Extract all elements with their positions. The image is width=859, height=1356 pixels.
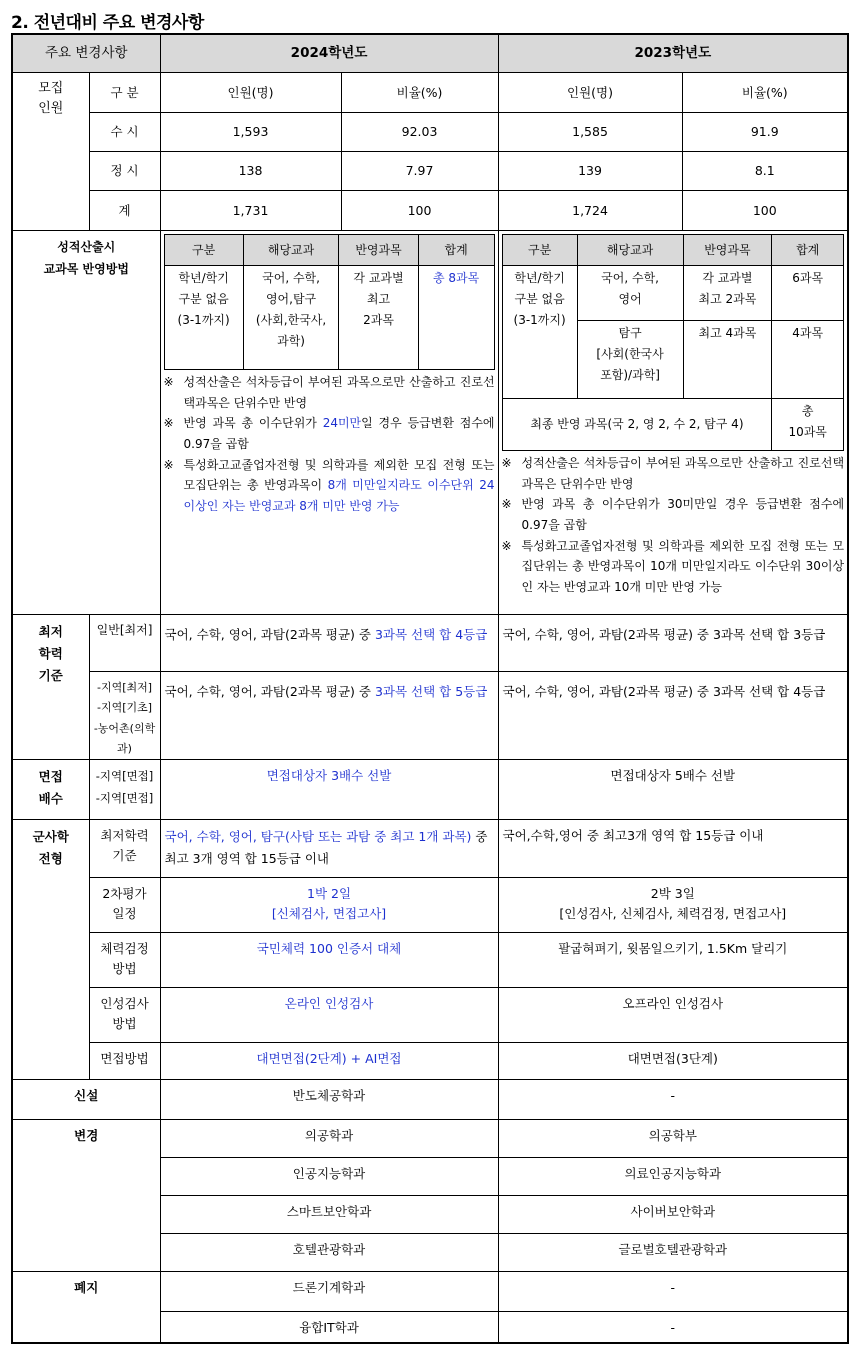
sub-refl-2023-b: 최고 4과목: [683, 321, 772, 399]
sub-head-div: 구분: [164, 235, 243, 266]
sub-head-subj: 해당교과: [243, 235, 339, 266]
military-sub: 2차평가 일정: [89, 878, 160, 933]
recruit-div: 정 시: [89, 152, 160, 191]
military-personality-2023: 오프라인 인성검사: [498, 988, 848, 1043]
sub-final-label-2023: 최종 반영 과목(국 2, 영 2, 수 2, 탐구 4): [502, 399, 772, 451]
grade-calc-2024: [160, 231, 498, 615]
changed-2024: 스마트보안학과: [160, 1196, 498, 1234]
min-std-label: 최저 학력 기준: [12, 615, 89, 760]
header-2024: 2024학년도: [160, 34, 498, 73]
changes-table: [11, 33, 849, 1344]
recruit-ratio-2024: 100: [341, 191, 498, 231]
sub-subj-2024: 국어, 수학, 영어,탐구 (사회,한국사, 과학): [243, 266, 339, 370]
sub-div-2024: 학년/학기 구분 없음 (3-1까지): [164, 266, 243, 370]
min-std-general-2023: 국어, 수학, 영어, 과탐(2과목 평균) 중 3과목 선택 합 3등급: [498, 615, 848, 672]
military-sub: 최저학력 기준: [89, 820, 160, 878]
recruit-head-count-2023: 인원(명): [498, 73, 682, 113]
note-item: ※ 성적산출은 석차등급이 부여된 과목으로만 산출하고 진로선택과목은 단위수만 반영: [163, 375, 495, 410]
interview-sub: -지역[면접] -지역[면접]: [89, 760, 160, 820]
recruit-count-2023: 139: [498, 152, 682, 191]
note-item: ※ 성적산출은 석차등급이 부여된 과목으로만 산출하고 진로선택과목은 단위수만 반영: [501, 456, 845, 491]
recruit-div: 계: [89, 191, 160, 231]
military-label: 군사학 전형: [12, 820, 89, 1080]
recruit-count-2023: 1,724: [498, 191, 682, 231]
abolished-2023: -: [498, 1272, 848, 1312]
sub-total-2024: 총 8과목: [418, 266, 494, 370]
min-std-sub-general: 일반[최저]: [89, 615, 160, 672]
sub-div-2023: 학년/학기 구분 없음 (3-1까지): [502, 266, 577, 399]
changed-2023: 의료인공지능학과: [498, 1158, 848, 1196]
recruit-head-ratio-2024: 비율(%): [341, 73, 498, 113]
sub-head-subj: 해당교과: [577, 235, 683, 266]
recruit-count-2024: 1,731: [160, 191, 341, 231]
notes-2023: [502, 451, 845, 597]
abolished-2024: 융합IT학과: [160, 1312, 498, 1343]
sub-subj-2023-b: 탐구 [사회(한국사 포함)/과학]: [577, 321, 683, 399]
changed-2024: 의공학과: [160, 1120, 498, 1158]
header-main: 주요 변경사항: [12, 34, 160, 73]
sub-subj-2023-a: 국어, 수학, 영어: [577, 266, 683, 321]
sub-refl-2023-a: 각 교과별 최고 2과목: [683, 266, 772, 321]
military-interview-2023: 대면면접(3단계): [498, 1043, 848, 1080]
page-title: 2. 전년대비 주요 변경사항: [11, 13, 204, 33]
abolished-2023: -: [498, 1312, 848, 1343]
recruit-head-count-2024: 인원(명): [160, 73, 341, 113]
military-sub: 면접방법: [89, 1043, 160, 1080]
grade-calc-2024-subtable: [164, 234, 495, 370]
note-item: ※ 특성화고교졸업자전형 및 의학과를 제외한 모집 전형 또는 모집단위는 총 반영과목이 10개 미만일지라도 이수단위 30이상인 자는 반영교과 10개 미만 반영 가능: [501, 538, 845, 594]
changed-2023: 글로벌호텔관광학과: [498, 1234, 848, 1272]
sub-head-total: 합계: [418, 235, 494, 266]
recruit-label: 모집 인원: [12, 73, 89, 231]
military-sub: 체력검정 방법: [89, 933, 160, 988]
military-interview-2024: 대면면접(2단계) + AI면접: [160, 1043, 498, 1080]
min-std-regional-2024: 국어, 수학, 영어, 과탐(2과목 평균) 중 3과목 선택 합 5등급: [160, 672, 498, 760]
military-schedule-2024: 1박 2일 [신체검사, 면접고사]: [160, 878, 498, 933]
sub-head-total: 합계: [772, 235, 844, 266]
new-dept-label: 신설: [12, 1080, 160, 1120]
note-item: ※ 반영 과목 총 이수단위가 24미만일 경우 등급변환 점수에 0.97을 곱함: [163, 416, 495, 451]
min-std-general-2024: 국어, 수학, 영어, 과탐(2과목 평균) 중 3과목 선택 합 4등급: [160, 615, 498, 672]
sub-head-div: 구분: [502, 235, 577, 266]
recruit-ratio-2023: 8.1: [682, 152, 848, 191]
changed-2023: 사이버보안학과: [498, 1196, 848, 1234]
changed-2024: 인공지능학과: [160, 1158, 498, 1196]
military-min-2023: 국어,수학,영어 중 최고3개 영역 합 15등급 이내: [498, 820, 848, 878]
recruit-head-div: 구 분: [89, 73, 160, 113]
military-personality-2024: 온라인 인성검사: [160, 988, 498, 1043]
recruit-count-2023: 1,585: [498, 113, 682, 152]
military-fitness-2023: 팔굽혀펴기, 윗몸일으키기, 1.5Km 달리기: [498, 933, 848, 988]
min-std-regional-2023: 국어, 수학, 영어, 과탐(2과목 평균) 중 3과목 선택 합 4등급: [498, 672, 848, 760]
grade-calc-2023-subtable: [502, 234, 845, 451]
recruit-ratio-2023: 100: [682, 191, 848, 231]
sub-final-total-2023: 총 10과목: [772, 399, 844, 451]
changed-2023: 의공학부: [498, 1120, 848, 1158]
sub-total-2023-b: 4과목: [772, 321, 844, 399]
recruit-ratio-2024: 7.97: [341, 152, 498, 191]
note-item: ※ 특성화고교졸업자전형 및 의학과를 제외한 모집 전형 또는 모집단위는 총 반영과목이 8개 미만일지라도 이수단위 24이상인 자는 반영교과 8개 미만 반영 가능: [163, 457, 495, 513]
min-std-sub-regional: -지역[최저] -지역[기초] -농어촌(의학과): [89, 672, 160, 760]
interview-2023: 면접대상자 5배수 선발: [498, 760, 848, 820]
recruit-div: 수 시: [89, 113, 160, 152]
grade-calc-label: 성적산출시 교과목 반영방법: [12, 231, 160, 615]
notes-2024: [164, 370, 495, 516]
abolished-2024: 드론기계학과: [160, 1272, 498, 1312]
military-fitness-2024: 국민체력 100 인증서 대체: [160, 933, 498, 988]
military-min-2024: 국어, 수학, 영어, 탐구(사탐 또는 과탐 중 최고 1개 과목) 중 최고 3개 영역 합 15등급 이내: [160, 820, 498, 878]
military-schedule-2023: 2박 3일 [인성검사, 신체검사, 체력검정, 면접고사]: [498, 878, 848, 933]
interview-label: 면접 배수: [12, 760, 89, 820]
changed-label: 변경: [12, 1120, 160, 1272]
sub-head-refl: 반영과목: [339, 235, 418, 266]
recruit-count-2024: 138: [160, 152, 341, 191]
header-2023: 2023학년도: [498, 34, 848, 73]
interview-2024: 면접대상자 3배수 선발: [160, 760, 498, 820]
new-dept-2024: 반도체공학과: [160, 1080, 498, 1120]
recruit-head-ratio-2023: 비율(%): [682, 73, 848, 113]
sub-refl-2024: 각 교과별 최고 2과목: [339, 266, 418, 370]
abolished-label: 폐지: [12, 1272, 160, 1343]
recruit-ratio-2023: 91.9: [682, 113, 848, 152]
note-item: ※ 반영 과목 총 이수단위가 30미만일 경우 등급변환 점수에 0.97을 곱함: [501, 497, 845, 532]
recruit-ratio-2024: 92.03: [341, 113, 498, 152]
military-sub: 인성검사 방법: [89, 988, 160, 1043]
new-dept-2023: -: [498, 1080, 848, 1120]
recruit-count-2024: 1,593: [160, 113, 341, 152]
sub-total-2023-a: 6과목: [772, 266, 844, 321]
changed-2024: 호텔관광학과: [160, 1234, 498, 1272]
sub-head-refl: 반영과목: [683, 235, 772, 266]
grade-calc-2023: [498, 231, 848, 615]
